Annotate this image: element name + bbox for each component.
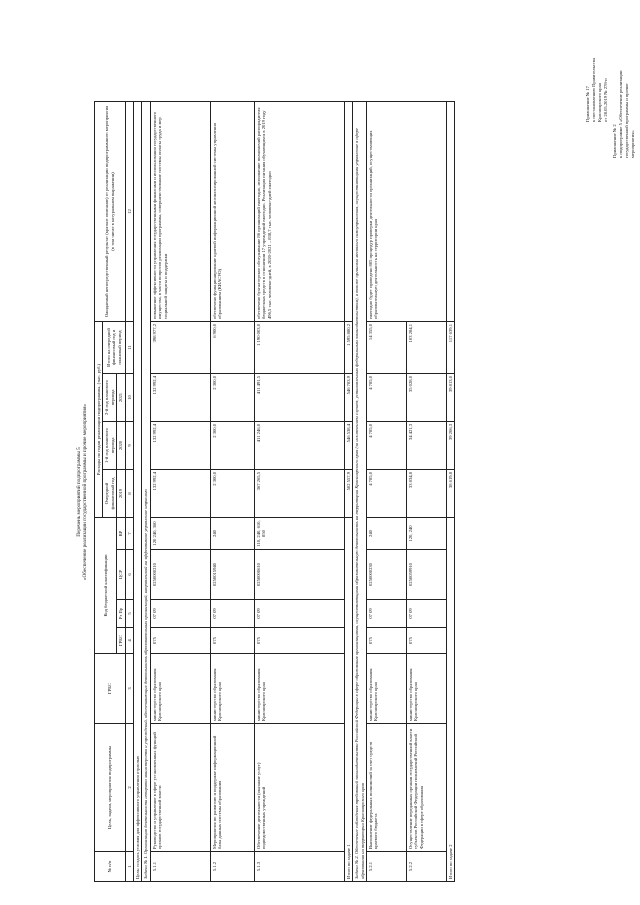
row-result: обеспечено бухгалтерское обслуживание 86 организаций ежегодно, исполнение полномочий распорядителя бюджетных средств в отношении 17 учреждений ежегодно. Реализация питания обучающихся в 2019 году 496,5 тыс. человеко-дней, в 2020-2021 – 838,7 тыс. человеко-дней ежегодно xyxy=(254,102,344,322)
total-row xyxy=(344,102,352,882)
row-grbs: 075 xyxy=(407,628,447,654)
row-rzpr: 07 09 xyxy=(150,600,210,628)
total-sum: 1 595 880,2 xyxy=(344,322,352,374)
row-grbs-name: министерство образования Красноярского края xyxy=(407,654,447,724)
col-y3: 2-й год планового периода xyxy=(103,374,117,422)
table-row xyxy=(254,102,344,882)
header-line: к подпрограмме 5 «Обеспечение реализации xyxy=(618,70,623,158)
index-cell: 2 xyxy=(125,724,133,852)
total-v3: 546 783,9 xyxy=(344,374,352,422)
row-v1: 33 834,8 xyxy=(407,470,447,518)
total-v1: 38 619,8 xyxy=(447,470,455,518)
row-total: 398 977,2 xyxy=(150,322,210,374)
col-total: Итого на очередной финансовый год и плановый период xyxy=(103,322,125,374)
row-csr: 0250015940 xyxy=(210,550,254,600)
total-v2: 39 206,3 xyxy=(447,422,455,470)
row-grbs-name: министерство образования Красноярского края xyxy=(254,654,344,724)
row-v3: 35 028,0 xyxy=(407,374,447,422)
index-cell: 7 xyxy=(125,518,133,550)
header-line: от 28.05.2019 № 278-п xyxy=(603,78,608,122)
row-num: 5.1.3 xyxy=(254,852,344,882)
col-sub-grbs: ГРБС xyxy=(117,628,125,654)
title-line-2: «Обеспечение реализации государственной программы и прочие мероприятия» xyxy=(82,403,89,581)
row-v3: 411 491,5 xyxy=(254,374,344,422)
row-name: Руководство и управление в сфере установленных функций органов государственной власти xyxy=(150,724,210,852)
col-exp-group: Расходы по годам реализации подпрограммы, (тыс. руб.) xyxy=(95,322,103,518)
row-name: Обеспечение деятельности (оказание услуг) подведомственных учреждений xyxy=(254,724,344,852)
table-row xyxy=(210,102,254,882)
row-name: Выполнение федеральных полномочий за счет средств краевого бюджета xyxy=(367,724,407,852)
col-goal: Цель, задачи, мероприятия подпрограммы xyxy=(95,724,126,852)
total-v1: 502 557,9 xyxy=(344,470,352,518)
col-y2-year: 2020 xyxy=(117,422,125,470)
row-result: повышение эффективности управления государственными финансами и использования государственного имущества, в части вопросов реализации программы, совершенствование системы оплаты труда и мер социальной защиты и поддержки xyxy=(150,102,210,322)
col-num: № п/п xyxy=(95,852,126,882)
row-num: 5.1.2 xyxy=(210,852,254,882)
rotated-page xyxy=(76,102,596,882)
row-name: Мероприятия по развитию и поддержке информационной базы данных системы образования xyxy=(210,724,254,852)
row-grbs: 075 xyxy=(367,628,407,654)
header-line: к постановлению Правительства xyxy=(591,58,596,122)
row-v2: 34 421,3 xyxy=(407,422,447,470)
row-rzpr: 07 09 xyxy=(367,600,407,628)
row-v2: 132 992,4 xyxy=(150,422,210,470)
total-empty xyxy=(447,102,455,322)
total-sum: 117 639,1 xyxy=(447,322,455,374)
row-total: 103 284,1 xyxy=(407,322,447,374)
title-line-1: Перечень мероприятий подпрограммы 5 xyxy=(76,447,82,537)
col-result: Ожидаемый непосредственный результат (краткое описание) от реализации подпрограммного мероприятия (в том числе в натуральном выражении) xyxy=(95,102,126,322)
total-v3: 39 813,0 xyxy=(447,374,455,422)
task-text: Задача № 1. Организация деятельности аппарата министерства и учреждений, обеспечивающих деятельность образовательных организаций, направленной на эффективное управление отраслью xyxy=(142,102,150,882)
col-sub-rzpr: Рз Пр xyxy=(117,600,125,628)
total-v2: 546 538,4 xyxy=(344,422,352,470)
header-line: Красноярского края xyxy=(597,83,602,122)
index-cell: 6 xyxy=(125,550,133,600)
table-row xyxy=(367,102,407,882)
row-v3: 4 785,0 xyxy=(367,374,407,422)
col-sub-csr: ЦСР xyxy=(117,550,125,600)
goal-text: Цель: создать условия для эффективного управления отраслью xyxy=(134,102,142,882)
header-line: Приложение № 2 xyxy=(612,124,617,158)
row-total: 14 355,0 xyxy=(367,322,407,374)
col-code-group: Код бюджетной классификации xyxy=(95,518,117,654)
row-v2: 4 785,0 xyxy=(367,422,407,470)
row-v3: 2 300,0 xyxy=(210,374,254,422)
index-cell: 3 xyxy=(125,654,133,724)
row-grbs-name: министерство образования Красноярского края xyxy=(210,654,254,724)
row-rzpr: 07 09 xyxy=(210,600,254,628)
task-row xyxy=(142,102,150,882)
row-total: 1 190 003,0 xyxy=(254,322,344,374)
index-cell: 12 xyxy=(125,102,133,322)
row-v2: 2 300,0 xyxy=(210,422,254,470)
row-csr: 0250000210 xyxy=(150,550,210,600)
row-grbs: 075 xyxy=(210,628,254,654)
row-rzpr: 07 09 xyxy=(254,600,344,628)
task-text: Задача № 2. Обеспечение соблюдения требований законодательства Российской Федерации в сфере образования организациями, осуществляющими образовательную деятельность на территории Красноярского края (за исключением случаев, установленных федеральным законодательством), а также органами местного самоуправления, осуществляющими управление в сфере образования на территории Красноярского края xyxy=(353,102,367,882)
col-sub-vr: ВР xyxy=(117,518,125,550)
row-total: 6 900,0 xyxy=(210,322,254,374)
total-empty xyxy=(344,102,352,322)
row-csr: 0250000230 xyxy=(367,550,407,600)
row-vr: 110, 240, 610, 850 xyxy=(254,518,344,550)
row-grbs: 075 xyxy=(254,628,344,654)
row-vr: 240 xyxy=(210,518,254,550)
col-grbs: ГРБС xyxy=(95,654,126,724)
row-num: 5.1.1 xyxy=(150,852,210,882)
row-num: 5.2.1 xyxy=(367,852,407,882)
total-row xyxy=(447,102,455,882)
total-label: Итого по задаче 1 xyxy=(344,518,352,882)
row-grbs-name: министерство образования Красноярского края xyxy=(367,654,407,724)
row-vr: 120, 240 xyxy=(407,518,447,550)
header-line: Приложение № 17 xyxy=(585,86,590,122)
task-row xyxy=(353,102,367,882)
index-cell: 9 xyxy=(125,422,133,470)
row-csr: 0250000610 xyxy=(254,550,344,600)
row-vr: 120 240, 360 xyxy=(150,518,210,550)
col-y1: Очередной финансовый год xyxy=(103,470,117,518)
row-num: 5.2.2 xyxy=(407,852,447,882)
goal-row xyxy=(134,102,142,882)
row-grbs-name: министерство образования Красноярского края xyxy=(150,654,210,724)
row-v1: 132 992,4 xyxy=(150,470,210,518)
index-cell: 10 xyxy=(125,374,133,422)
table-row xyxy=(150,102,210,882)
index-cell: 11 xyxy=(125,322,133,374)
row-result: обеспечено функционирование краевой информационной автоматизированной системы управления образованием (КИАСУО) xyxy=(210,102,254,322)
row-v2: 411 246,0 xyxy=(254,422,344,470)
index-cell: 8 xyxy=(125,470,133,518)
header-line: мероприятия» xyxy=(630,130,635,158)
measures-table xyxy=(94,101,455,882)
row-csr: 0250059910 xyxy=(407,550,447,600)
row-v3: 132 992,4 xyxy=(150,374,210,422)
index-cell: 1 xyxy=(125,852,133,882)
col-y2: 1-й год планового периода xyxy=(103,422,117,470)
row-v1: 367 265,5 xyxy=(254,470,344,518)
index-cell: 4 xyxy=(125,628,133,654)
header-line: государственной программы и прочие xyxy=(624,83,629,158)
row-v1: 4 785,0 xyxy=(367,470,407,518)
row-rzpr: 07 09 xyxy=(407,600,447,628)
col-y3-year: 2021 xyxy=(117,374,125,422)
index-cell: 5 xyxy=(125,600,133,628)
total-label: Итого по задаче 2 xyxy=(447,518,455,882)
row-vr: 240 xyxy=(367,518,407,550)
index-row xyxy=(125,102,133,882)
header-row-1 xyxy=(95,102,103,882)
row-v1: 2 300,0 xyxy=(210,470,254,518)
col-y1-year: 2019 xyxy=(117,470,125,518)
document-title xyxy=(76,102,89,882)
row-result: ежегодно будет проведено 805 процедур проверки деятельности организаций, осуществляющих образовательную деятельность на территории края xyxy=(367,102,447,322)
row-name: Осуществление переданных органам государственной власти субъектов Российской Федерации полномочий Российской Федерации в сфере образования xyxy=(407,724,447,852)
row-grbs: 075 xyxy=(150,628,210,654)
